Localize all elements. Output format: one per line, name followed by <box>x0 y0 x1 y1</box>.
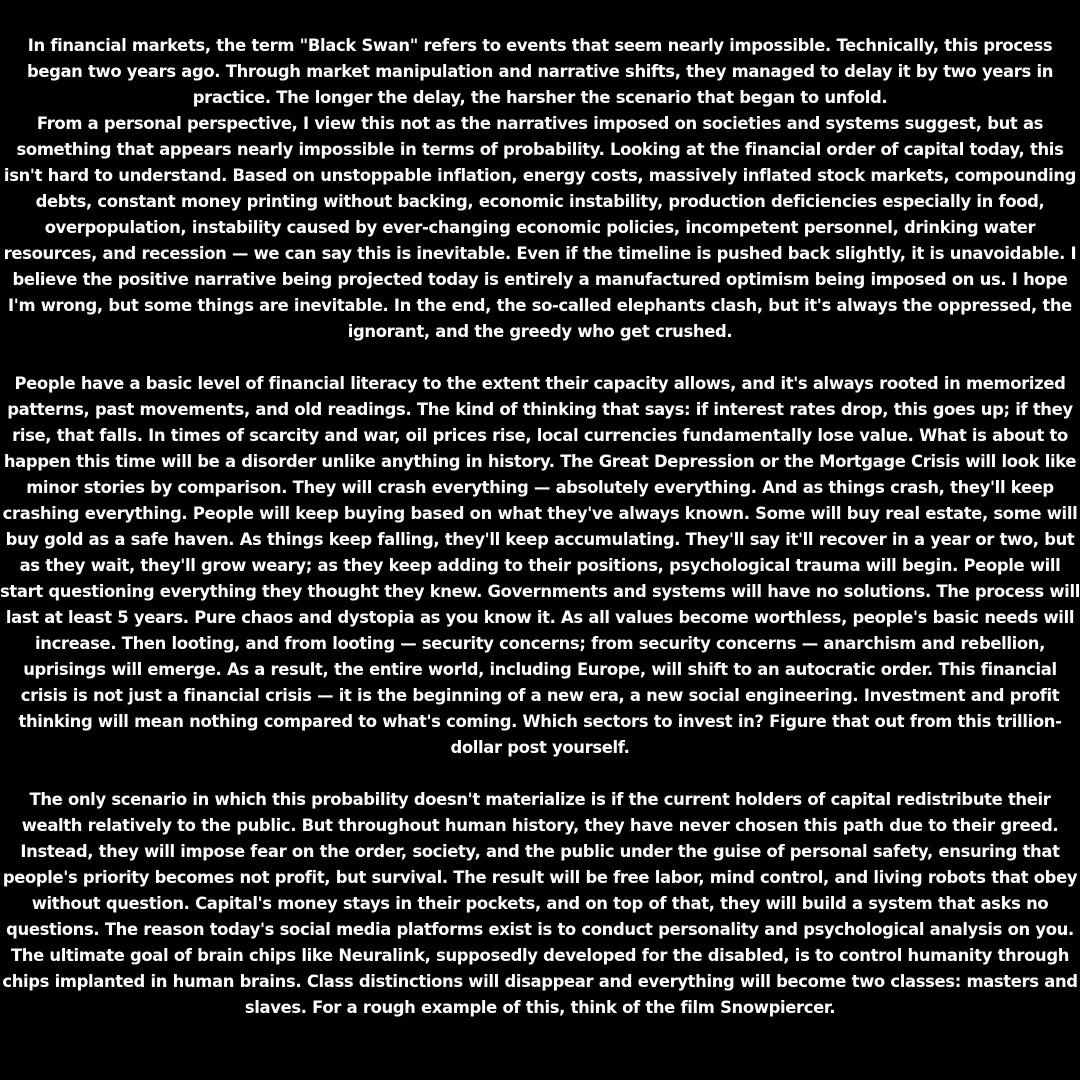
paragraph-financial-literacy: People have a basic level of financial literacy to the extent their capacity allows, and it's always rooted in memorized patterns, past movements, and old readings. The kind of thinking that says: if interest rates drop, this goes up; if they rise, that falls. In times of scarcity and war, oil prices rise, local currencies fundamentally lose value. What is about to happen this time will be a disorder unlike anything in history. The Great Depression or the Mortgage Crisis will look like minor stories by comparison. They will crash everything — absolutely everything. And as things crash, they'll keep crashing everything. People will keep buying based on what they've always known. Some will buy real estate, some will buy gold as a safe haven. As things keep falling, they'll keep accumulating. They'll say it'll recover in a year or two, but as they wait, they'll grow weary; as they keep adding to their positions, psychological trauma will begin. People will start questioning everything they thought they knew. Governments and systems will have no solutions. The process will last at least 5 years. Pure chaos and dystopia as you know it. As all values become worthless, people's basic needs will increase. Then looting, and from looting — security concerns; from security concerns — anarchism and rebellion, uprisings will emerge. As a result, the entire world, including Europe, will shift to an autocratic order. This financial crisis is not just a financial crisis — it is the beginning of a new era, a new social engineering. Investment and profit thinking will mean nothing compared to what's coming. Which sectors to invest in? Figure that out from this trillion-dollar post yourself. <box>0 374 1080 757</box>
post-text <box>0 33 1080 1021</box>
paragraph-only-scenario: The only scenario in which this probability doesn't materialize is if the current holders of capital redistribute their wealth relatively to the public. But throughout human history, they have never chosen this path due to their greed. Instead, they will impose fear on the order, society, and the public under the guise of personal safety, ensuring that people's priority becomes not profit, but survival. The result will be free labor, mind control, and living robots that obey without question. Capital's money stays in their pockets, and on top of that, they will build a system that asks no questions. The reason today's social media platforms exist is to conduct personality and psychological analysis on you. The ultimate goal of brain chips like Neuralink, supposedly developed for the disabled, is to control humanity through chips implanted in human brains. Class distinctions will disappear and everything will become two classes: masters and slaves. For a rough example of this, think of the film Snowpiercer. <box>2 790 1078 1017</box>
paragraph-spacer <box>0 761 1080 787</box>
paragraph-spacer <box>0 345 1080 371</box>
paragraph-personal-perspective: From a personal perspective, I view this not as the narratives imposed on societies and systems suggest, but as something that appears nearly impossible in terms of probability. Looking at the financial order of capital today, this isn't hard to understand. Based on unstoppable inflation, energy costs, massively inflated stock markets, compounding debts, constant money printing without backing, economic instability, production deficiencies especially in food, overpopulation, instability caused by ever-changing economic policies, incompetent personnel, drinking water resources, and recession — we can say this is inevitable. Even if the timeline is pushed back slightly, it is unavoidable. I believe the positive narrative being projected today is entirely a manufactured optimism being imposed on us. I hope I'm wrong, but some things are inevitable. In the end, the so-called elephants clash, but it's always the oppressed, the ignorant, and the greedy who get crushed. <box>3 114 1077 341</box>
paragraph-black-swan-intro: In financial markets, the term "Black Swan" refers to events that seem nearly impossible. Technically, this process began two years ago. Through market manipulation and narrative shifts, they managed to delay it by two years in practice. The longer the delay, the harsher the scenario that began to unfold. <box>26 36 1054 107</box>
